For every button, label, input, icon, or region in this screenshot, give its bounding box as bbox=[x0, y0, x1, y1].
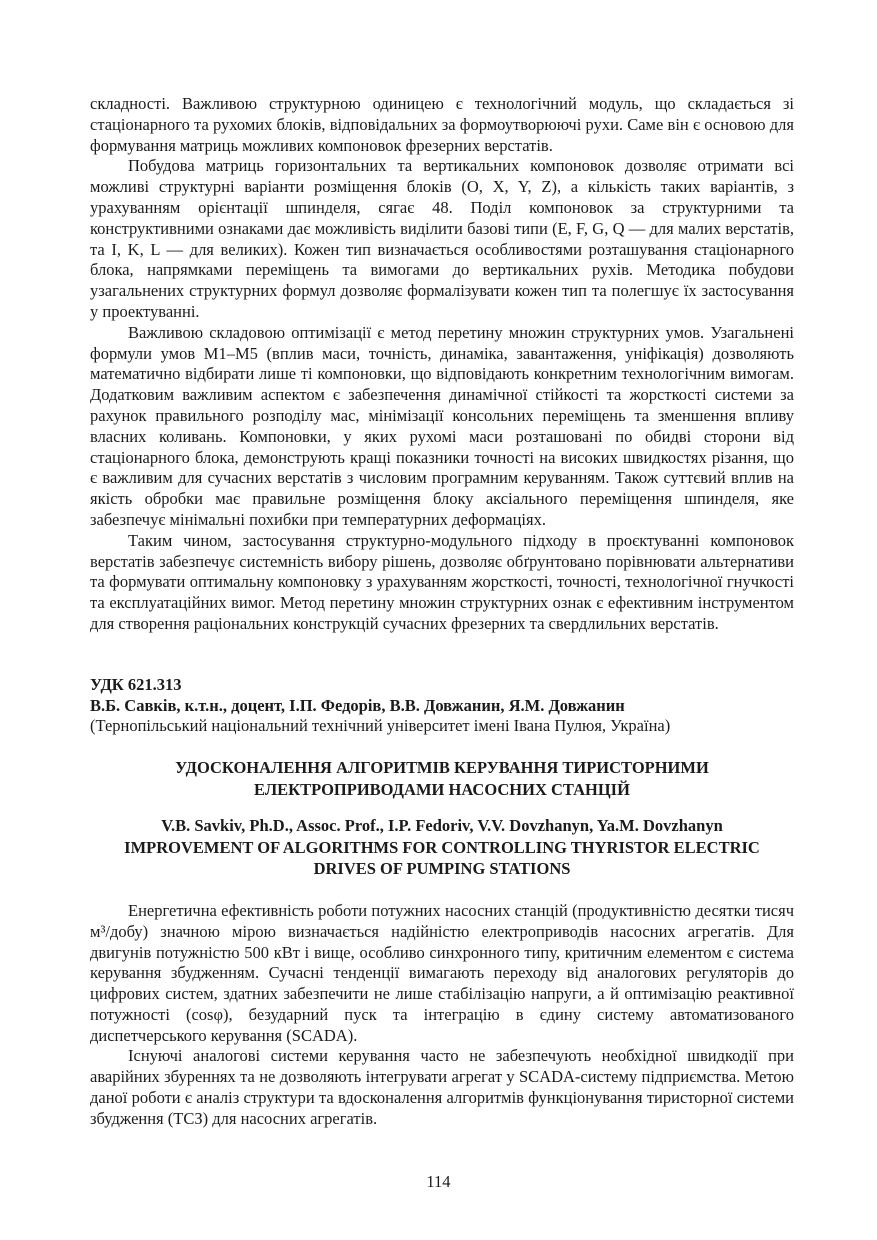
previous-article-paragraph: Таким чином, застосування структурно-модульного підходу в проєктуванні компоновок верстатів забезпечує системність вибору рішень, дозволяє обґрунтовано порівнювати альтернативи та формувати оптимальну компоновку з урахуванням жорсткості, точності, технологічної гнучкості та експлуатаційних вимог. Метод перетину множин структурних ознак є ефективним інструментом для створення раціональних конструкцій сучасних фрезерних та свердлильних верстатів. bbox=[90, 530, 794, 633]
authors-english: V.B. Savkiv, Ph.D., Assoc. Prof., I.P. Fedoriv, V.V. Dovzhanyn, Ya.M. Dovzhanyn bbox=[161, 816, 723, 836]
article-title-ukrainian: УДОСКОНАЛЕННЯ АЛГОРИТМІВ КЕРУВАННЯ ТИРИСТОРНИМИ ЕЛЕКТРОПРИВОДАМИ НАСОСНИХ СТАНЦІЙ bbox=[175, 758, 709, 799]
previous-article-paragraph: складності. Важливою структурною одиницею є технологічний модуль, що складається зі стаціонарного та рухомих блоків, відповідальних за формоутворюючі рухи. Саме він є основою для формування матриць можливих компоновок фрезерних верстатів. bbox=[90, 94, 794, 155]
article-paragraph: Існуючі аналогові системи керування часто не забезпечують необхідної швидкодії при аварійних збуреннях та не дозволяють інтегрувати агрегат у SCADA-систему підприємства. Метою даної роботи є аналіз структури та вдосконалення алгоритмів функціонування тиристорної системи збудження (ТСЗ) для насосних агрегатів. bbox=[90, 1046, 794, 1128]
udc-code: УДК 621.313 bbox=[90, 674, 182, 694]
affiliation: (Тернопільський національний технічний університет імені Івана Пулюя, Україна) bbox=[90, 716, 671, 736]
article-paragraph: Енергетична ефективність роботи потужних насосних станцій (продуктивністю десятки тисяч м³/добу) значною мірою визначається надійністю електроприводів насосних агрегатів. Для двигунів потужністю 500 кВт і вище, особливо синхронного типу, критичним елементом є система керування збудженням. Сучасні тенденції вимагають переходу від аналогових регуляторів до цифрових систем, здатних забезпечити не лише стабілізацію напруги, а й оптимізацію реактивної потужності (cosφ), безударний пуск та інтеграцію в єдину систему автоматизованого диспетчерського керування (SCADA). bbox=[90, 900, 794, 1045]
authors-ukrainian: В.Б. Савків, к.т.н., доцент, І.П. Федорів, В.В. Довжанин, Я.М. Довжанин bbox=[90, 695, 625, 715]
page-content bbox=[90, 94, 794, 1130]
previous-article-paragraph: Побудова матриць горизонтальних та вертикальних компоновок дозволяє отримати всі можливі структурні варіанти розміщення блоків (О, X, Y, Z), а кількість таких варіантів, з урахуванням орієнтації шпинделя, сягає 48. Поділ компоновок за структурними та конструктивними ознаками дає можливість виділити базові типи (E, F, G, Q — для малих верстатів, та I, K, L — для великих). Кожен тип визначається особливостями розташування стаціонарного блока, напрямками переміщень та вимогами до вертикальних рухів. Методика побудови узагальнених структурних формул дозволяє формалізувати кожен тип та полегшує їх застосування у проектуванні. bbox=[90, 156, 794, 321]
page-number: 114 bbox=[426, 1172, 451, 1191]
article-title-english: IMPROVEMENT OF ALGORITHMS FOR CONTROLLING THYRISTOR ELECTRIC DRIVES OF PUMPING STATIONS bbox=[124, 837, 760, 879]
previous-article-paragraph: Важливою складовою оптимізації є метод перетину множин структурних умов. Узагальнені формули умов М1–М5 (вплив маси, точність, динаміка, завантаження, уніфікація) дозволяють математично відбирати лише ті компоновки, що відповідають конкретним технологічним вимогам. Додатковим важливим аспектом є забезпечення динамічної стійкості та жорсткості системи за рахунок правильного розподілу мас, мінімізації консольних переміщень та зменшення впливу власних коливань. Компоновки, у яких рухомі маси розташовані по обидві сторони від стаціонарного блока, демонструють кращі показники точності на високих швидкостях різання, що є важливим для сучасних верстатів з числовим програмним керуванням. Також суттєвий вплив на якість обробки має правильне розміщення блоку аксіального переміщення шпинделя, яке забезпечує мінімальні похибки при температурних деформаціях. bbox=[90, 322, 794, 529]
